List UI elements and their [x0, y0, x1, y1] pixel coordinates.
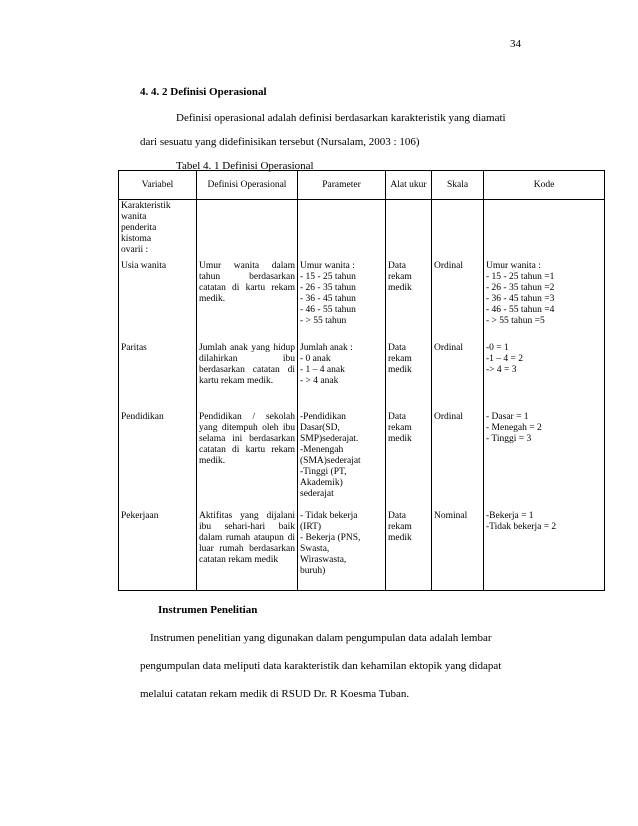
instrumen-paragraph-line-1: Instrumen penelitian yang digunakan dalam pengumpulan data adalah lembar [150, 632, 492, 644]
cell-parameter: Jumlah anak : - 0 anak - 1 – 4 anak - > 4 anak [298, 342, 386, 411]
cell-variabel: Pendidikan [119, 411, 197, 510]
table-caption: Tabel 4. 1 Definisi Operasional [176, 160, 314, 172]
cell-parameter: Umur wanita : - 15 - 25 tahun - 26 - 35 tahun - 36 - 45 tahun - 46 - 55 tahun - > 55 tahun [298, 260, 386, 342]
section-heading: 4. 4. 2 Definisi Operasional [140, 86, 267, 98]
instrumen-heading: Instrumen Penelitian [158, 604, 258, 616]
cell-definisi: Jumlah anak yang hidup dilahirkan ibu berdasarkan catatan di kartu rekam medik. [197, 342, 298, 411]
header-skala: Skala [432, 171, 484, 200]
cell-alat-ukur: Data rekam medik [386, 411, 432, 510]
header-alat-ukur: Alat ukur [386, 171, 432, 200]
cell-kode: -0 = 1 -1 – 4 = 2 -> 4 = 3 [484, 342, 605, 411]
header-parameter: Parameter [298, 171, 386, 200]
table-group-row [119, 200, 605, 261]
cell-variabel: Paritas [119, 342, 197, 411]
group-label: Karakteristik wanita penderita kistoma ovarii : [119, 200, 197, 261]
cell-definisi: Umur wanita dalam tahun berdasarkan catatan di kartu rekam medik. [197, 260, 298, 342]
table-row [119, 260, 605, 342]
cell-parameter: - Tidak bekerja (IRT) - Bekerja (PNS, Swasta, Wiraswasta, buruh) [298, 510, 386, 591]
table-row [119, 510, 605, 591]
definition-table [118, 170, 605, 591]
cell-skala: Ordinal [432, 260, 484, 342]
intro-paragraph-line-2: dari sesuatu yang didefinisikan tersebut (Nursalam, 2003 : 106) [140, 136, 420, 148]
cell-variabel: Pekerjaan [119, 510, 197, 591]
header-kode: Kode [484, 171, 605, 200]
table-header-row [119, 171, 605, 200]
instrumen-paragraph-line-3: melalui catatan rekam medik di RSUD Dr. R Koesma Tuban. [140, 688, 410, 700]
cell-skala: Ordinal [432, 342, 484, 411]
cell-definisi: Pendidikan / sekolah yang ditempuh oleh ibu selama ini berdasarkan catatan di kartu rekam medik. [197, 411, 298, 510]
cell-kode: -Bekerja = 1 -Tidak bekerja = 2 [484, 510, 605, 591]
intro-paragraph-line-1: Definisi operasional adalah definisi berdasarkan karakteristik yang diamati [176, 112, 506, 124]
cell-alat-ukur: Data rekam medik [386, 260, 432, 342]
cell-skala: Nominal [432, 510, 484, 591]
page-number: 34 [510, 38, 521, 50]
cell-kode: - Dasar = 1 - Menegah = 2 - Tinggi = 3 [484, 411, 605, 510]
cell-alat-ukur: Data rekam medik [386, 342, 432, 411]
cell-variabel: Usia wanita [119, 260, 197, 342]
cell-alat-ukur: Data rekam medik [386, 510, 432, 591]
cell-skala: Ordinal [432, 411, 484, 510]
cell-definisi: Aktifitas yang dijalani ibu sehari-hari baik dalam rumah ataupun di luar rumah berdasarkan catatan rekam medik [197, 510, 298, 591]
table-row [119, 411, 605, 510]
header-variabel: Variabel [119, 171, 197, 200]
cell-parameter: -Pendidikan Dasar(SD, SMP)sederajat. -Menengah (SMA)sederajat -Tinggi (PT, Akademik) sederajat [298, 411, 386, 510]
instrumen-paragraph-line-2: pengumpulan data meliputi data karakteristik dan kehamilan ektopik yang didapat [140, 660, 502, 672]
table-row [119, 342, 605, 411]
cell-kode: Umur wanita : - 15 - 25 tahun =1 - 26 - 35 tahun =2 - 36 - 45 tahun =3 - 46 - 55 tahun =4 - > 55 tahun =5 [484, 260, 605, 342]
header-definisi: Definisi Operasional [197, 171, 298, 200]
